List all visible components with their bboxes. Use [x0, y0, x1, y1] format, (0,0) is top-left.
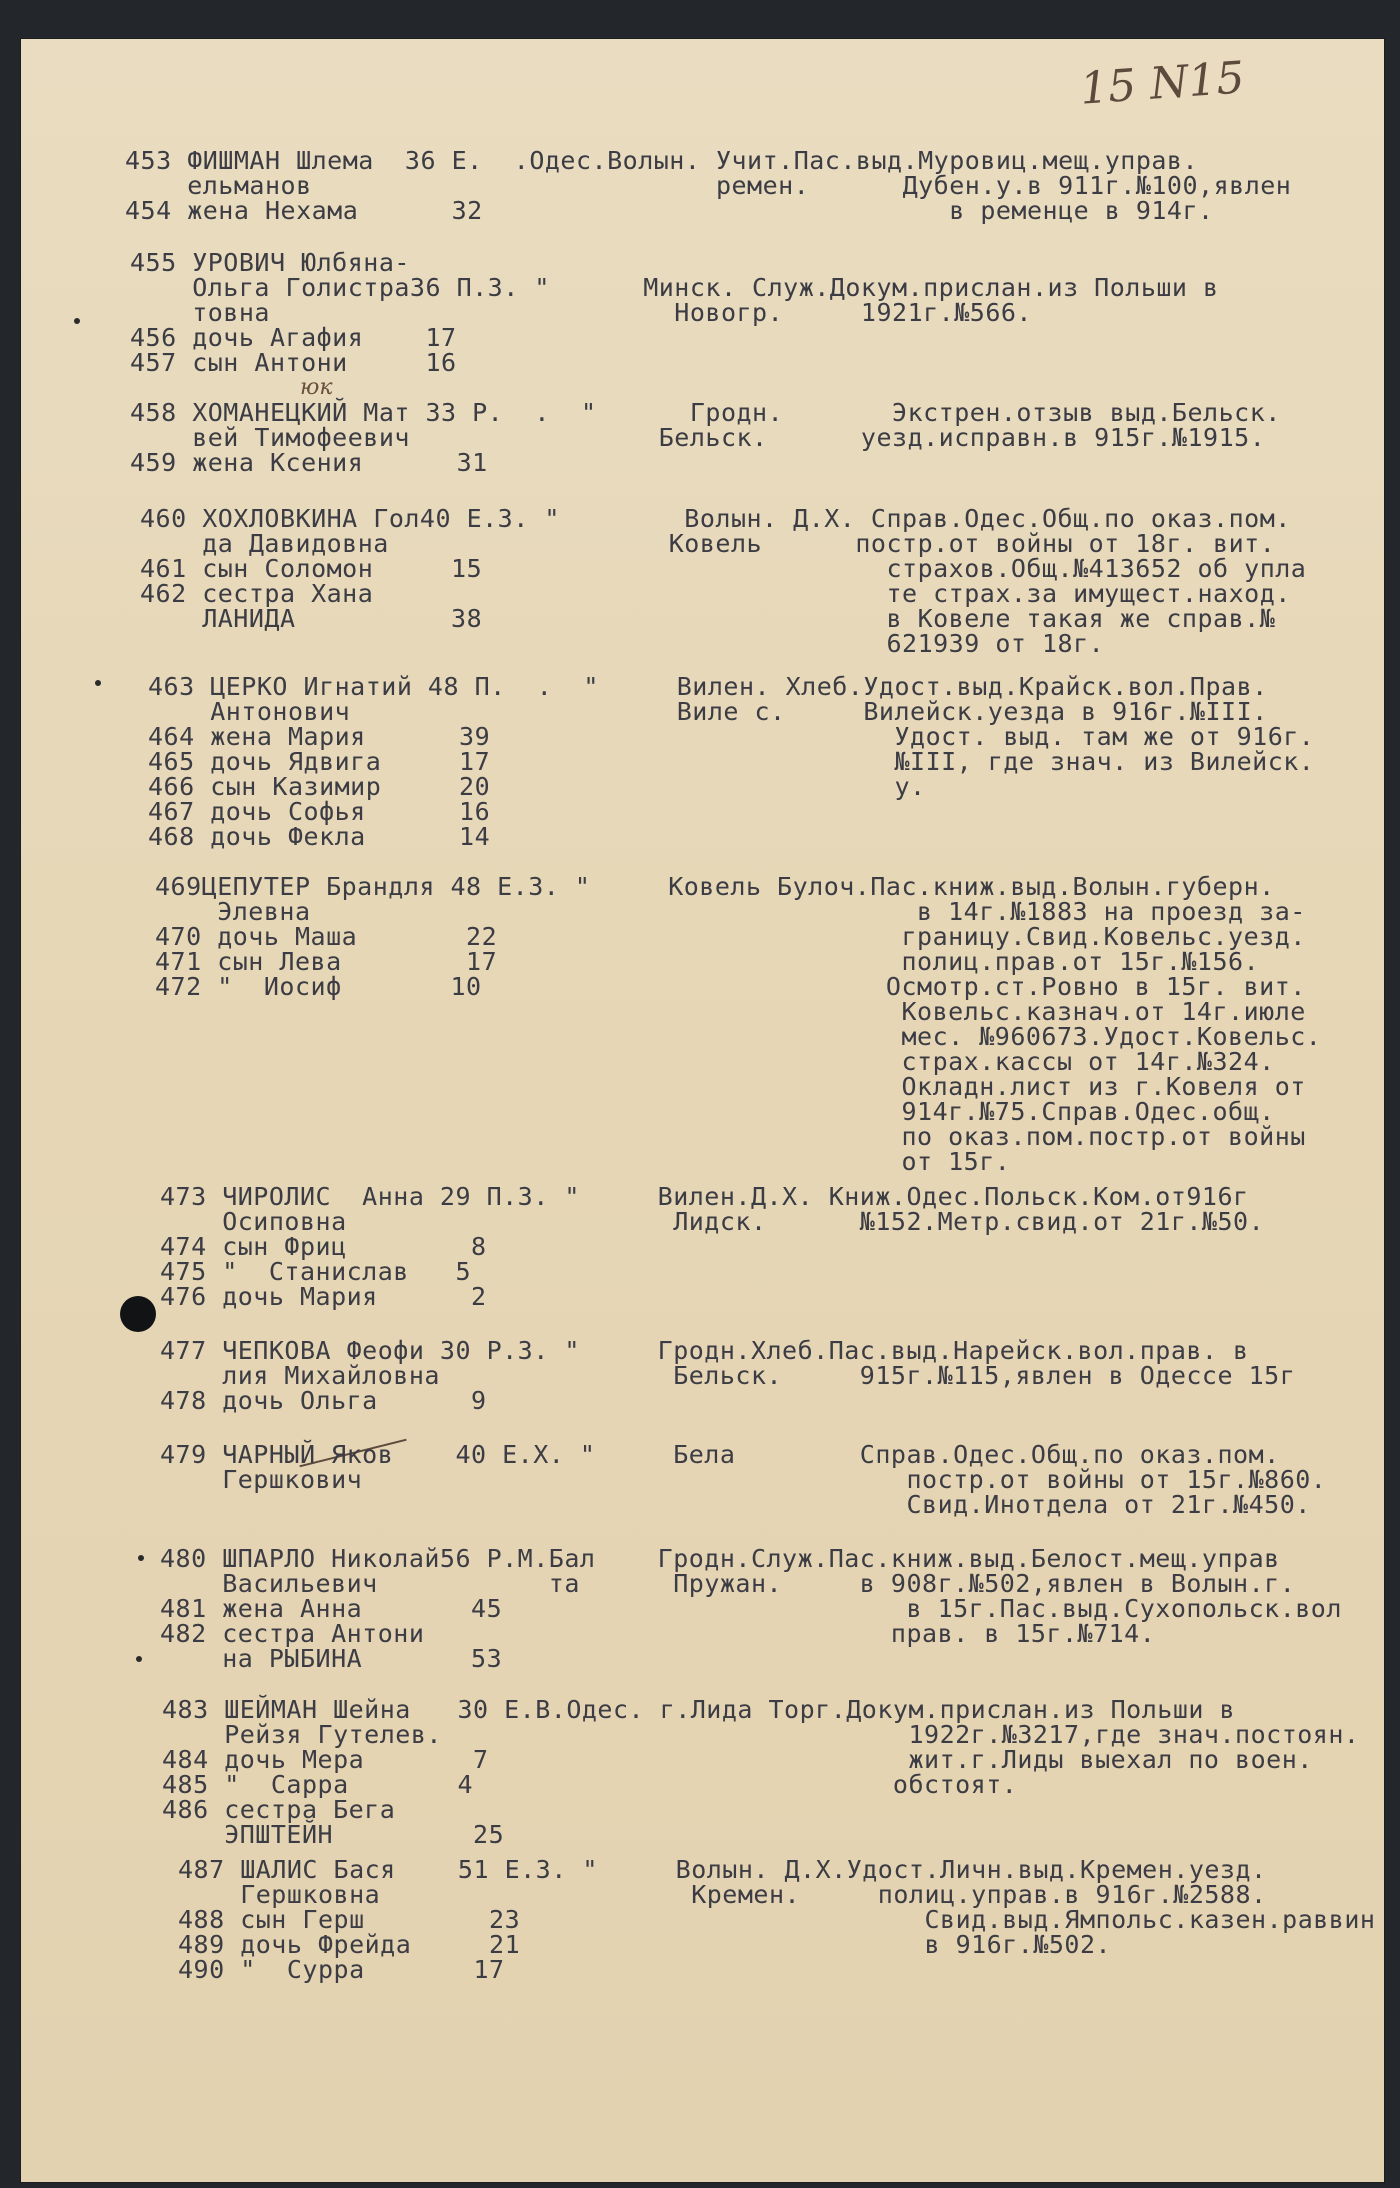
margin-mark — [138, 1555, 144, 1561]
punch-hole — [120, 1296, 156, 1332]
margin-mark — [136, 1656, 142, 1662]
entry-453: 453 ФИШМАН Шлема 36 Е. .Одес.Волын. Учит.Пас.выд.Муровиц.мещ.управ. ельманов ремен. Дубен.у.в 911г.№100,явлен 454 жена Нехама 32 в ременце в 914г. — [125, 146, 1292, 225]
entry-480: 480 ШПАРЛО Николай56 Р.М.Бал Гродн.Служ.Пас.книж.выд.Белост.мещ.управ Васильевич та Пружан. в 908г.№502,явлен в Волын.г. 481 жена Анна 45 в 15г.Пас.выд.Сухопольск.вол 482 сестра Антони прав. в 15г.№714. на РЫБИНА 53 — [160, 1544, 1342, 1673]
entry-455: 455 УРОВИЧ Юлбяна- Ольга Голистра36 П.З. " Минск. Служ.Докум.прислан.из Польши в товна Новогр. 1921г.№566. 456 дочь Агафия 17 457 сын Антони 16 — [130, 248, 1219, 377]
entry-463: 463 ЦЕРКО Игнатий 48 П. . " Вилен. Хлеб.Удост.выд.Крайск.вол.Прав. Антонович Виле с. Вилейск.уезда в 916г.№III. 464 жена Мария 39 Удост. выд. там же от 916г. 465 дочь Ядвига 17 №III, где знач. из Вилейск. 466 сын Казимир 20 у. 467 дочь Софья 16 468 дочь Фекла 14 — [148, 672, 1315, 851]
margin-mark — [74, 318, 80, 324]
entry-473: 473 ЧИРОЛИС Анна 29 П.З. " Вилен.Д.Х. Книж.Одес.Польск.Ком.от916г Осиповна Лидск. №152.Метр.свид.от 21г.№50. 474 сын Фриц 8 475 " Станислав 5 476 дочь Мария 2 — [160, 1182, 1265, 1311]
entry-469: 469ЦЕПУТЕР Брандля 48 Е.З. " Ковель Булоч.Пас.книж.выд.Волын.губерн. Элевна в 14г.№1883 на проезд за- 470 дочь Маша 22 границу.Свид.Ковельс.уезд. 471 сын Лева 17 полиц.прав.от 15г.№156. 472 " Иосиф 10 Осмотр.ст.Ровно в 15г. вит. Ковельс.казнач.от 14г.июле мес. №960673.Удост.Ковельс. страх.кассы от 14г.№324. Окладн.лист из г.Ковеля от 914г.№75.Справ.Одес.общ. по оказ.пом.постр.от войны от 15г. — [155, 872, 1322, 1176]
entry-483: 483 ШЕЙМАН Шейна 30 Е.В.Одес. г.Лида Торг.Докум.прислан.из Польши в Рейзя Гутелев. 1922г.№3217,где знач.постоян. 484 дочь Мера 7 жит.г.Лиды выехал по воен. 485 " Сарра 4 обстоят. 486 сестра Бега ЭПШТЕЙН 25 — [162, 1695, 1360, 1849]
page-number: 15 N15 — [1078, 52, 1247, 115]
margin-mark — [95, 680, 101, 686]
entry-460: 460 ХОХЛОВКИНА Гол40 Е.З. " Волын. Д.Х. Справ.Одес.Общ.по оказ.пом. да Давидовна Ковель постр.от войны от 18г. вит. 461 сын Соломон 15 страхов.Общ.№413652 об упла 462 сестра Хана те страх.за имущест.наход. ЛАНИДА 38 в Ковеле такая же справ.№ 621939 от 18г. — [140, 504, 1307, 658]
handwritten-correction: юк — [300, 375, 333, 400]
entry-487: 487 ШАЛИС Бася 51 Е.З. " Волын. Д.Х.Удост.Личн.выд.Кремен.уезд. Гершковна Кремен. полиц.управ.в 916г.№2588. 488 сын Герш 23 Свид.выд.Ямпольс.казен.раввин 489 дочь Фрейда 21 в 916г.№502. 490 " Сурра 17 — [178, 1855, 1376, 1984]
entry-458: 458 ХОМАНЕЦКИЙ Мат 33 Р. . " Гродн. Экстрен.отзыв выд.Бельск. вей Тимофеевич Бельск. уезд.исправн.в 915г.№1915. 459 жена Ксения 31 — [130, 398, 1281, 477]
entry-479: 479 ЧАРНЫЙ Яков 40 Е.Х. " Бела Справ.Одес.Общ.по оказ.пом. Гершкович постр.от войны от 15г.№860. Свид.Инотдела от 21г.№450. — [160, 1440, 1327, 1519]
entry-477: 477 ЧЕПКОВА Феофи 30 Р.З. " Гродн.Хлеб.Пас.выд.Нарейск.вол.прав. в лия Михайловна Бельск. 915г.№115,явлен в Одессе 15г 478 дочь Ольга 9 — [160, 1336, 1296, 1415]
